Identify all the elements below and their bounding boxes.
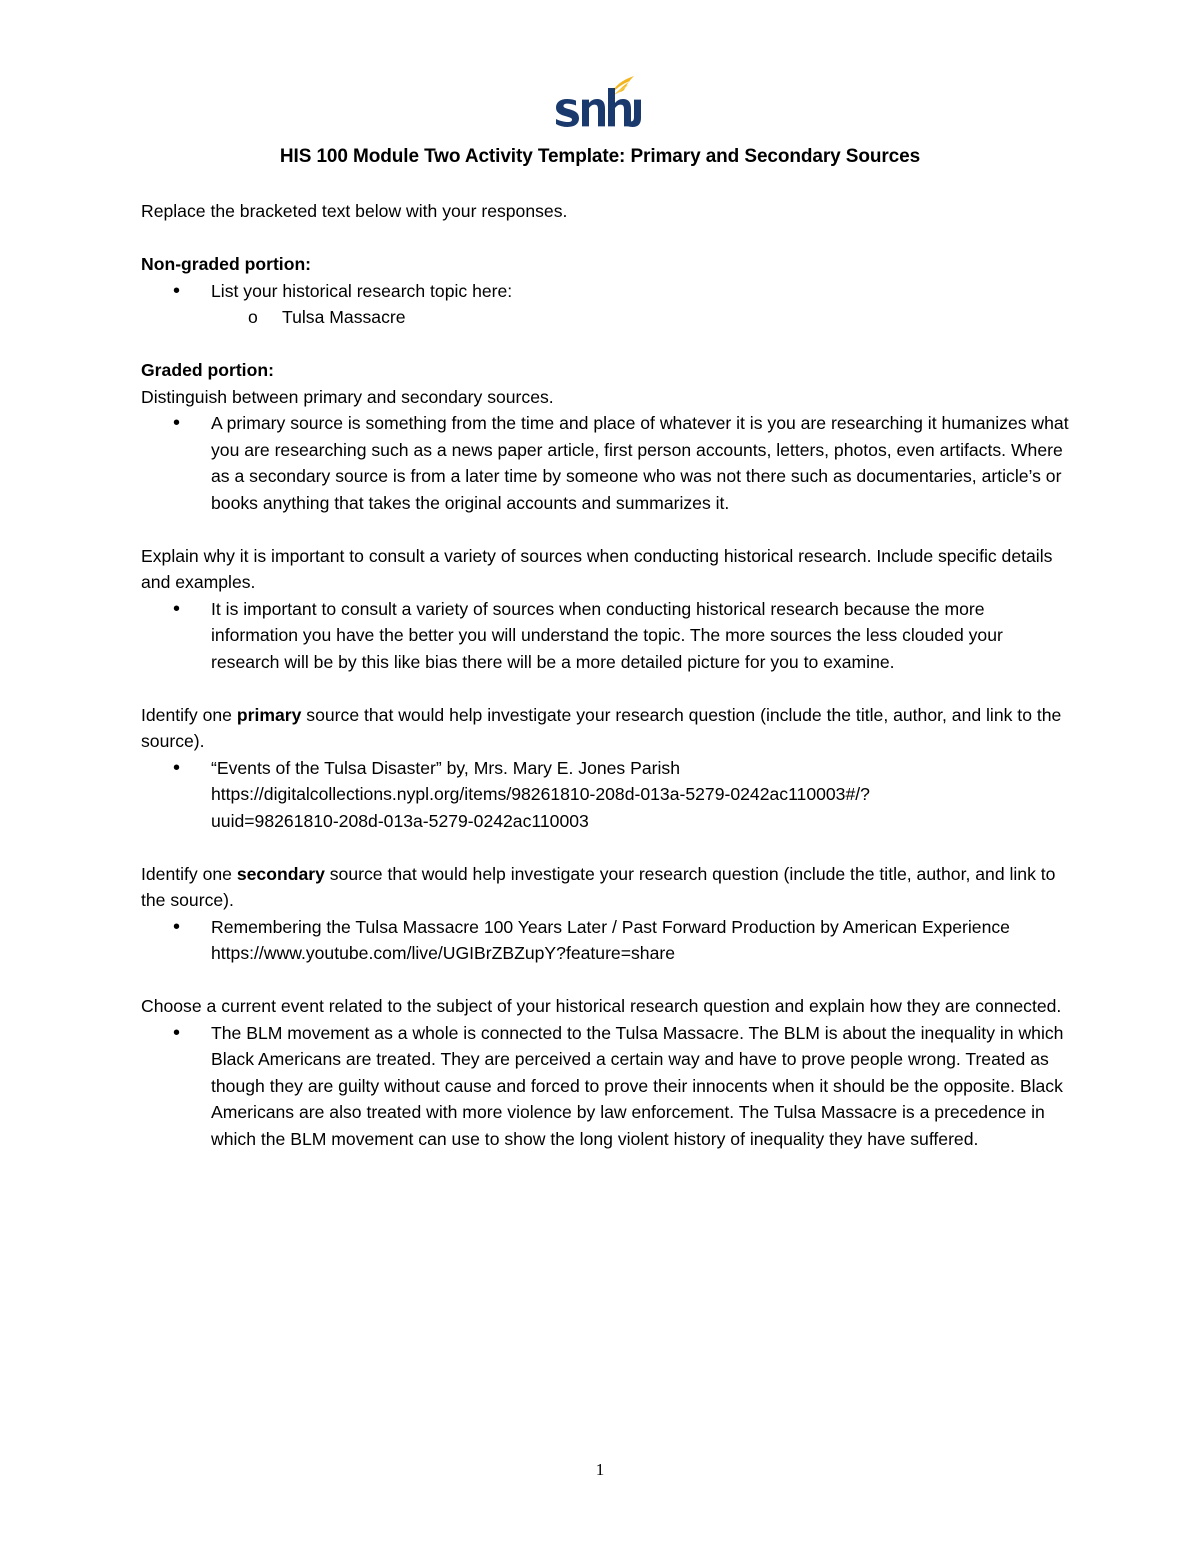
primary-source-link-continued[interactable]: uuid=98261810-208d-013a-5279-0242ac110003	[211, 810, 589, 831]
primary-source-citation: • “Events of the Tulsa Disaster” by, Mrs. Mary E. Jones Parish	[211, 757, 680, 778]
secondary-source-link[interactable]: https://www.youtube.com/live/UGIBrZBZupY?feature=share	[211, 943, 676, 963]
intro-text: Replace the bracketed text below with your responses.	[141, 201, 568, 221]
question-2-prompt: Explain why it is important to consult a variety of sources when conducting historical research. Include specific details and examples.	[141, 545, 1053, 592]
question-4-answers	[141, 914, 1071, 967]
question-5-prompt: Choose a current event related to the subject of your historical research question and explain how they are connected.	[141, 996, 1062, 1016]
question-5-answers	[141, 1020, 1071, 1153]
list-item	[141, 278, 1071, 305]
question-3-prompt: Identify one primary source that would help investigate your research question (include the title, author, and link to the source).	[141, 704, 1062, 751]
question-4-prompt: Identify one secondary source that would help investigate your research question (include the title, author, and link to the source).	[141, 863, 1056, 910]
question-2-answers	[141, 596, 1071, 676]
primary-emphasis: primary	[236, 704, 302, 725]
non-graded-heading: Non-graded portion:	[141, 254, 312, 274]
question-2-answer: It is important to consult a variety of sources when conducting historical research because the more information you have the better you will understand the topic. The more sources the less clouded your research will be by this like bias there will be a more detailed picture for you to examine.	[211, 598, 1003, 672]
list-item	[141, 914, 1071, 967]
non-graded-list	[141, 278, 1071, 305]
question-1-answers	[141, 410, 1071, 516]
list-item	[141, 304, 1071, 331]
page-number: 1	[595, 1460, 605, 1479]
topic-answer: Tulsa Massacre	[282, 307, 406, 327]
list-item	[141, 755, 1071, 835]
list-item	[141, 1020, 1071, 1153]
secondary-emphasis: secondary	[236, 863, 325, 884]
topic-prompt: List your historical research topic here:	[211, 280, 513, 301]
question-1-prompt: Distinguish between primary and secondary sources.	[141, 386, 554, 407]
primary-source-link[interactable]: https://digitalcollections.nypl.org/items/98261810-208d-013a-5279-0242ac110003#/?	[211, 784, 870, 804]
question-5-answer: The BLM movement as a whole is connected to the Tulsa Massacre. The BLM is about the inequality in which Black Americans are treated. They are perceived a certain way and have to prove people wrong. Treated as though they are guilty without cause and forced to prove their innocents when it should be the opposite. Black Americans are also treated with more violence by law enforcement. The Tulsa Massacre is a precedence in which the BLM movement can use to show the long violent history of inequality they have suffered.	[211, 1022, 1064, 1149]
list-item	[141, 410, 1071, 516]
topic-answer-list	[141, 304, 1071, 331]
question-1-answer: A primary source is something from the time and place of whatever it is you are researching it humanizes what you are researching such as a news paper article, first person accounts, letters, photos, even artifacts. Where as a secondary source is from a later time by someone who was not there such as documentaries, article’s or books anything that takes the original accounts and summarizes it.	[211, 413, 1069, 513]
list-item	[141, 596, 1071, 676]
document-title: HIS 100 Module Two Activity Template: Primary and Secondary Sources	[279, 146, 921, 167]
question-3-answers	[141, 755, 1071, 835]
secondary-source-citation: • Remembering the Tulsa Massacre 100 Years Later / Past Forward Production by American Experience	[211, 916, 1010, 937]
document-body	[141, 198, 1071, 1152]
graded-heading: Graded portion:	[141, 360, 274, 380]
snhu-logo	[552, 72, 644, 134]
